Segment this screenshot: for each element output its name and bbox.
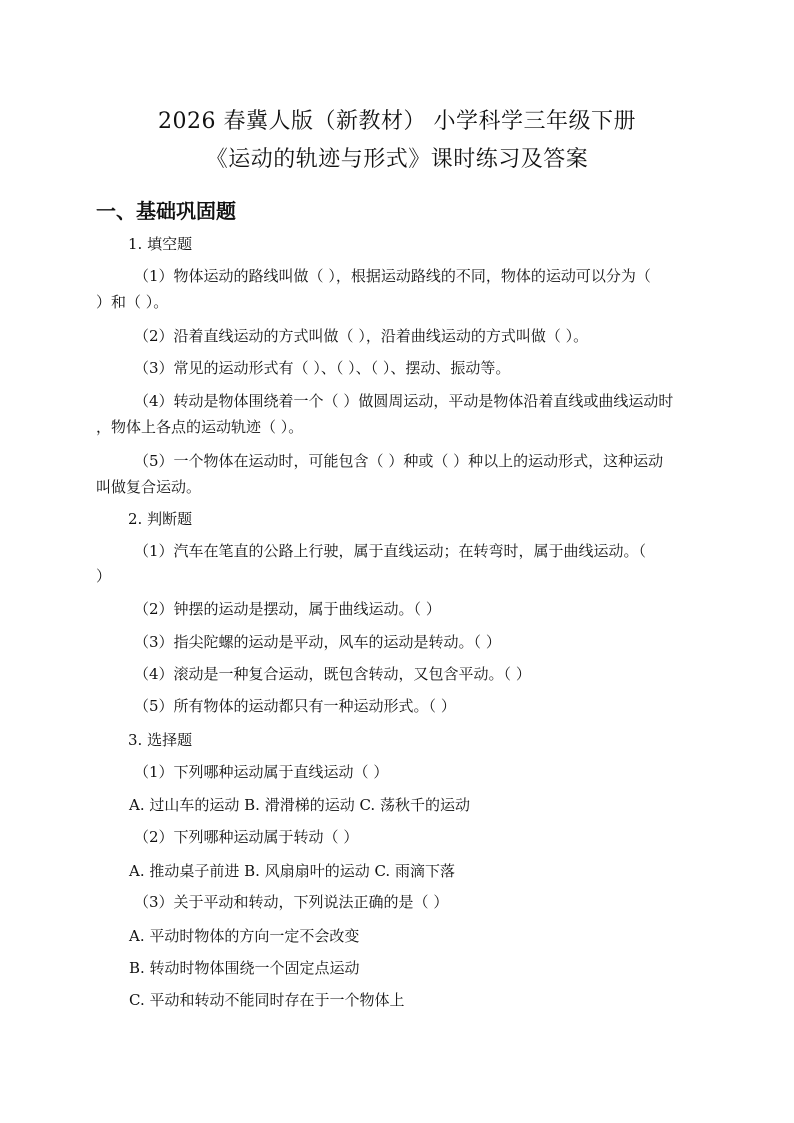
question-item: （1）汽车在笔直的公路上行驶，属于直线运动；在转弯时，属于曲线运动。（ bbox=[134, 542, 647, 560]
question-item: （3）指尖陀螺的运动是平动，风车的运动是转动。（ ） bbox=[134, 633, 501, 651]
question-item-continuation: ，物体上各点的运动轨迹（ ）。 bbox=[96, 418, 304, 436]
document-title-line-2: 《运动的轨迹与形式》课时练习及答案 bbox=[205, 147, 589, 172]
document-title-line-1: 2026 春冀人版（新教材） 小学科学三年级下册 bbox=[158, 109, 636, 134]
question-item-continuation: ）和（ ）。 bbox=[96, 293, 169, 311]
question-item: （3）常见的运动形式有（ ）、（ ）、（ ）、摆动、振动等。 bbox=[134, 359, 511, 377]
question-item-continuation: ） bbox=[96, 567, 112, 585]
question-item: （4）滚动是一种复合运动，既包含转动，又包含平动。（ ） bbox=[134, 665, 531, 683]
question-item: （5）一个物体在运动时，可能包含（ ）种或（ ）种以上的运动形式，这种运动 bbox=[134, 452, 664, 470]
question-item: （5）所有物体的运动都只有一种运动形式。（ ） bbox=[134, 697, 456, 715]
question-item: （1）物体运动的路线叫做（ ），根据运动路线的不同，物体的运动可以分为（ bbox=[134, 267, 651, 285]
answer-option: B. 转动时物体围绕一个固定点运动 bbox=[129, 959, 360, 977]
question-label-true-false: 2. 判断题 bbox=[128, 510, 193, 528]
question-item: （1）下列哪种运动属于直线运动（ ） bbox=[134, 763, 389, 781]
answer-options: A. 推动桌子前进 B. 风扇扇叶的运动 C. 雨滴下落 bbox=[129, 862, 455, 880]
question-item: （3）关于平动和转动，下列说法正确的是（ ） bbox=[134, 893, 449, 911]
question-item: （4）转动是物体围绕着一个（ ）做圆周运动，平动是物体沿着直线或曲线运动时 bbox=[134, 392, 674, 410]
question-label-fill-blank: 1. 填空题 bbox=[128, 235, 193, 253]
answer-option: C. 平动和转动不能同时存在于一个物体上 bbox=[129, 991, 405, 1009]
question-item: （2）沿着直线运动的方式叫做（ ），沿着曲线运动的方式叫做（ ）。 bbox=[134, 327, 589, 345]
question-label-multiple-choice: 3. 选择题 bbox=[128, 731, 193, 749]
question-item: （2）下列哪种运动属于转动（ ） bbox=[134, 828, 359, 846]
answer-options: A. 过山车的运动 B. 滑滑梯的运动 C. 荡秋千的运动 bbox=[129, 796, 470, 814]
question-item-continuation: 叫做复合运动。 bbox=[96, 478, 202, 496]
answer-option: A. 平动时物体的方向一定不会改变 bbox=[129, 927, 360, 945]
question-item: （2）钟摆的运动是摆动，属于曲线运动。（ ） bbox=[134, 600, 441, 618]
section-heading: 一、基础巩固题 bbox=[96, 199, 236, 223]
